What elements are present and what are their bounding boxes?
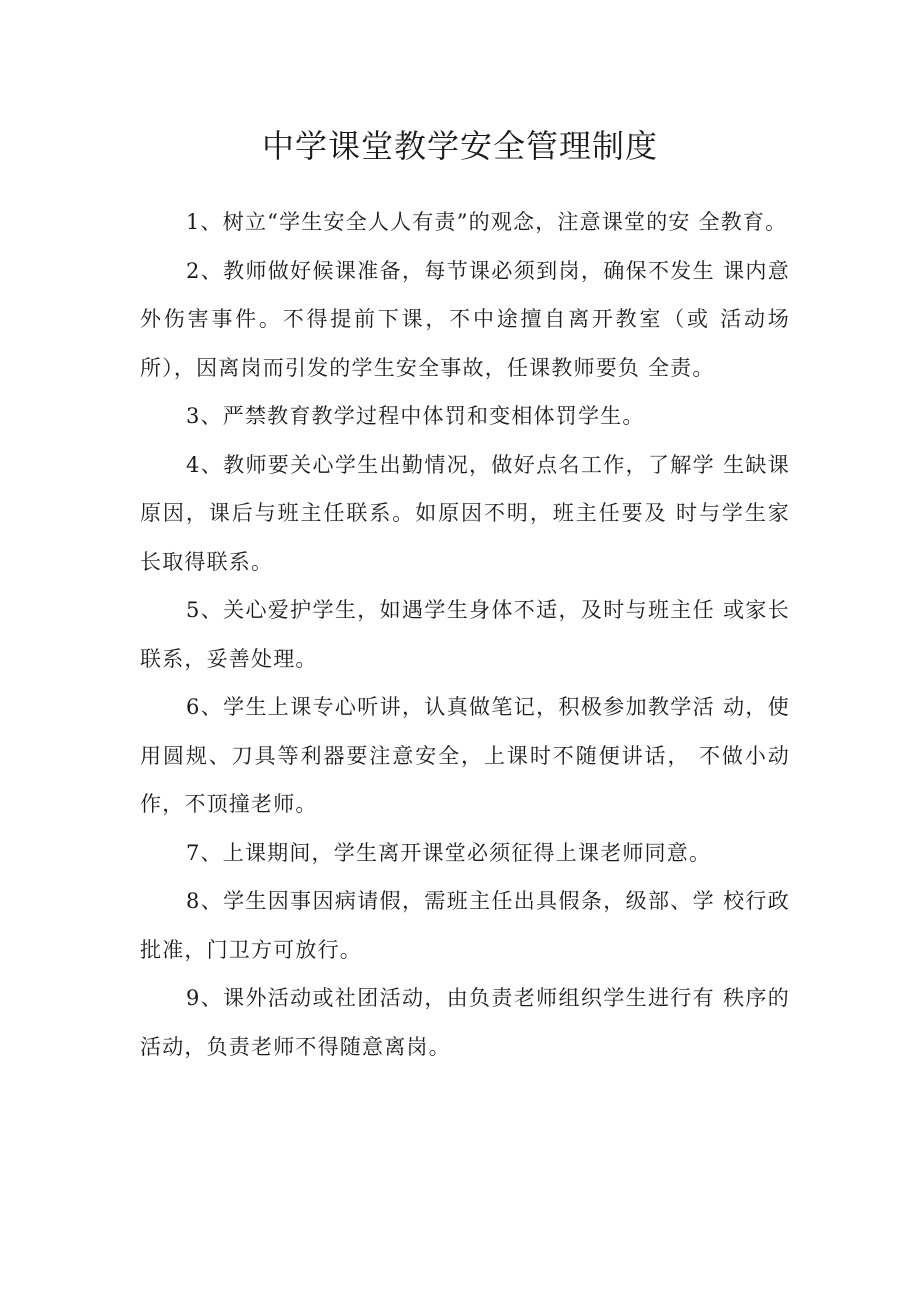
paragraph-5: 5、关心爱护学生，如遇学生身体不适，及时与班主任 或家长联系，妥善处理。 — [140, 598, 790, 671]
paragraph-6: 6、学生上课专心听讲，认真做笔记，积极参加教学活 动，使用圆规、刀具等利器要注意安全，上课时不随便讲话， 不做小动作，不顶撞老师。 — [140, 695, 790, 816]
document-title: 中学课堂教学安全管理制度 — [261, 127, 658, 165]
paragraph-8: 8、学生因事因病请假，需班主任出具假条，级部、学 校行政批准，门卫方可放行。 — [140, 889, 790, 962]
paragraph-4: 4、教师要关心学生出勤情况，做好点名工作，了解学 生缺课原因，课后与班主任联系。如原因不明，班主任要及 时与学生家长取得联系。 — [140, 452, 790, 574]
paragraph-1: 1、树立“学生安全人人有责”的观念，注意课堂的安 全教育。 — [186, 210, 788, 234]
paragraph-9: 9、课外活动或社团活动，由负责老师组织学生进行有 秩序的活动，负责老师不得随意离岗。 — [140, 986, 790, 1059]
paragraph-7: 7、上课期间，学生离开课堂必须征得上课老师同意。 — [186, 840, 712, 865]
document-body — [140, 198, 790, 1071]
paragraph-2: 2、教师做好候课准备，每节课必须到岗，确保不发生 课内意外伤害事件。不得提前下课，不中途擅自离开教室（或 活动场所），因离岗而引发的学生安全事故，任课教师要负 全责。 — [140, 258, 790, 380]
paragraph-3: 3、严禁教育教学过程中体罚和变相体罚学生。 — [186, 404, 645, 428]
